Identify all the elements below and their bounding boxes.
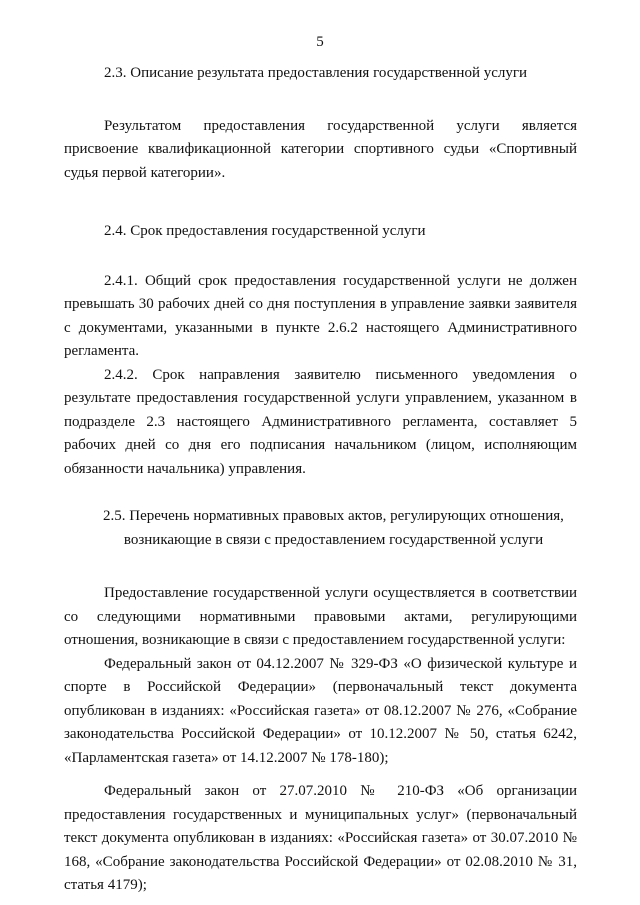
section-2-3-heading: 2.3. Описание результата предоставления государственной услуги bbox=[104, 65, 528, 81]
page-content bbox=[64, 62, 577, 898]
section-2-4-2-paragraph: 2.4.2. Срок направления заявителю письменного уведомления о результате предоставления государственной услуги управлением, указанном в подразделе 2.3 настоящего Административного регламента, составляет 5 рабочих дней со дня его подписания начальником (лицом, исполняющим обязанности начальника) управления. bbox=[64, 366, 577, 477]
section-2-3-paragraph: Результатом предоставления государственной услуги является присвоение квалификационной категории спортивного судьи «Спортивный судья первой категории». bbox=[64, 117, 577, 181]
section-2-4-1-paragraph: 2.4.1. Общий срок предоставления государственной услуги не должен превышать 30 рабочих дней со дня поступления в управление заявки заявителя с документами, указанными в пункте 2.6.2 настоящего Административного регламента. bbox=[64, 272, 577, 359]
section-2-5-heading-line-2: возникающие в связи с предоставлением государственной услуги bbox=[123, 531, 544, 548]
law-210-fz-paragraph: Федеральный закон от 27.07.2010 № 210-ФЗ «Об организации предоставления государственных и муниципальных услуг» (первоначальный текст документа опубликован в изданиях: «Российская газета» от 30.07.2010 № 168, «Собрание законодательства Российской Федерации» от 02.08.2010 № 31, статья 4179); bbox=[64, 783, 577, 893]
page-number: 5 bbox=[316, 34, 324, 50]
section-2-5-intro-paragraph: Предоставление государственной услуги осуществляется в соответствии со следующими нормативными правовыми актами, регулирующими отношения, возникающие в связи с предоставлением государственной услуги: bbox=[64, 585, 577, 648]
section-2-4-heading: 2.4. Срок предоставления государственной услуги bbox=[104, 223, 426, 239]
section-2-5-heading-line-1: 2.5. Перечень нормативных правовых актов, регулирующих отношения, bbox=[103, 508, 564, 524]
law-329-fz-paragraph: Федеральный закон от 04.12.2007 № 329-ФЗ «О физической культуре и спорте в Российской Федерации» (первоначальный текст документа опубликован в изданиях: «Российская газета» от 08.12.2007 № 276, «Собрание законодательства Российской Федерации» от 10.12.2007 № 50, статья 6242, «Парламентская газета» от 14.12.2007 № 178-180); bbox=[64, 655, 577, 766]
